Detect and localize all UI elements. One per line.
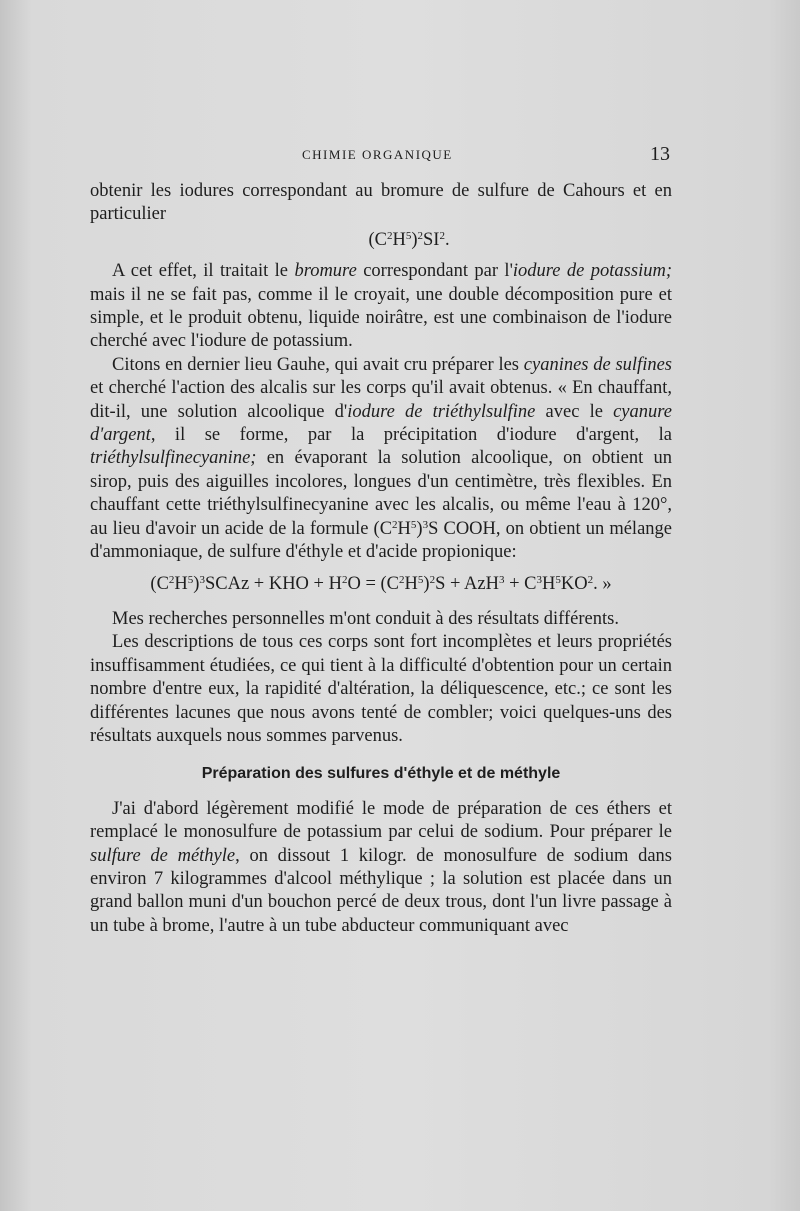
running-head: CHIMIE ORGANIQUE	[302, 147, 453, 162]
paragraph-5: Les descriptions de tous ces corps sont fort incomplètes et leurs propriétés insuffisamment étudiées, ce qui tient à la difficulté d'obtention pour un certain nombre d'entre eux, la rapidité d'altération, la déliquescence, etc.; ce sont les différentes lacunes que nous avons tenté de combler; voici quelques-uns des résultats auxquels nous sommes parvenus.	[90, 632, 672, 746]
page-number: 13	[650, 143, 670, 165]
paragraph-6: J'ai d'abord légèrement modifié le mode de préparation de ces éthers et remplacé le monosulfure de potassium par celui de sodium. Pour préparer le sulfure de méthyle, on dissout 1 kilogr. de monosulfure de sodium dans environ 7 kilogrammes d'alcool méthylique ; la solution est placée dans un grand ballon muni d'un bouchon percé de deux trous, dont l'un livre passage à un tube à brome, l'autre à un tube abducteur communiquant avec	[90, 798, 672, 936]
page-header	[90, 143, 672, 169]
paragraph-3: Citons en dernier lieu Gauhe, qui avait cru préparer les cyanines de sulfines et cherché l'action des alcalis sur les corps qu'il avait obtenus. « En chauffant, dit-il, une solution alcoolique d'iodure de triéthylsulfine avec le cyanure d'argent, il se forme, par la précipitation d'iodure d'argent, la triéthylsulfinecyanine; en évaporant la solution alcoolique, on obtient un sirop, puis des aiguilles incolores, longues d'un centimètre, très flexibles. En chauffant cette triéthylsulfinecyanine avec les alcalis, ou même l'eau à 120°, au lieu d'avoir un acide de la formule $(C^2H^5)^3S$ COOH, on obtient un mélange d'ammoniaque, de sulfure d'éthyle et d'acide propionique:	[90, 354, 672, 563]
paragraph-2: A cet effet, il traitait le bromure correspondant par l'iodure de potassium; mais il ne se fait pas, comme il le croyait, une double décomposition pure et simple, et le produit obtenu, liquide noirâtre, est une combinaison de l'iodure cherché avec l'iodure de potassium.	[90, 261, 672, 352]
paragraph-4: Mes recherches personnelles m'ont conduit à des résultats différents.	[112, 608, 619, 629]
paragraph-1: obtenir les iodures correspondant au bromure de sulfure de Cahours et en particulier	[90, 181, 672, 225]
formula-1: $(C^2H^5)^2SI^2$.	[368, 229, 450, 250]
formula-2: $(C^2H^5)^3SCAz$ + KHO + $H^2O = (C^2H^5)^2S + AzH^3 + C^3H^5KO^2$. »	[150, 573, 612, 594]
page-body	[90, 180, 672, 938]
section-title: Préparation des sulfures d'éthyle et de méthyle	[201, 765, 561, 783]
